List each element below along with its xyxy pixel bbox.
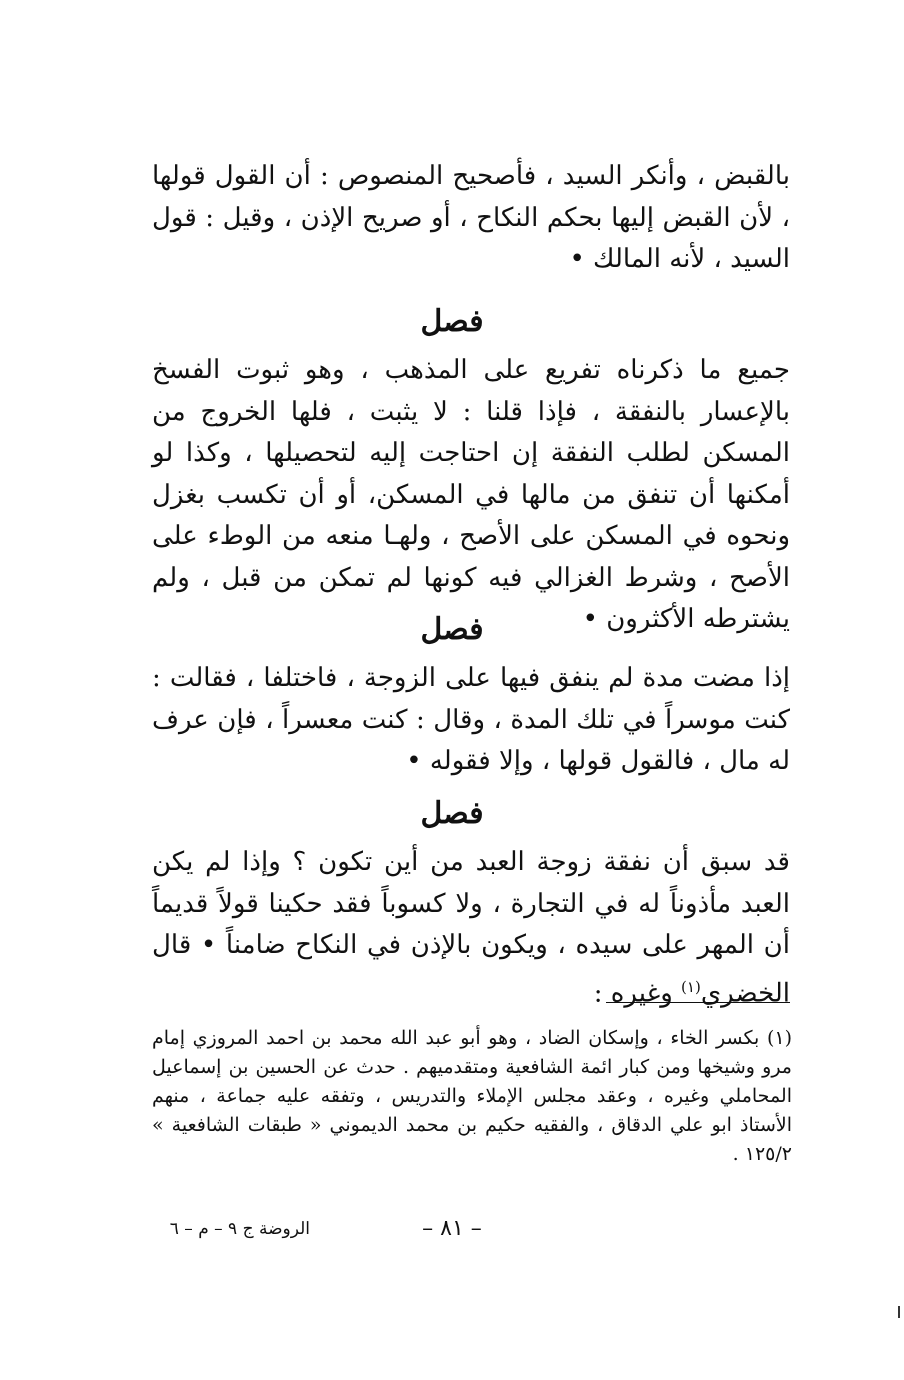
section-heading: فصل [420, 304, 484, 339]
paragraph [152, 350, 790, 641]
footnote-reference: (١) [681, 977, 701, 996]
paragraph-continued [152, 156, 790, 281]
footnote [152, 1024, 792, 1169]
footnote-separator [606, 1002, 790, 1003]
section-heading: فصل [420, 612, 484, 647]
scan-edge-mark [898, 1306, 900, 1318]
section-heading: فصل [420, 796, 484, 831]
paragraph-text: قد سبق أن نفقة زوجة العبد من أين تكون ؟ وإذا لم يكن العبد مأذوناً له في التجارة ، ولا كسوباً فقد حكينا قولاً قديماً أن المهر على سيده ، ويكون بالإذن في النكاح ضامناً • قال الخضري [152, 847, 790, 1009]
paragraph-text: جميع ما ذكرناه تفريع على المذهب ، وهو ثبوت الفسخ بالإعسار بالنفقة ، فإذا قلنا : لا يثبت ، فلها الخروج من المسكن لطلب النفقة إن احتاجت إليه لتحصيلها ، وكذا لو أمكنها أن تنفق من مالها في المسكن، أو أن تكسب بغزل ونحوه في المسكن على الأصح ، ولهـا منعه من الوطء على الأصح ، وشرط الغزالي فيه كونها لم تمكن من قبل ، ولم يشترطه الأكثرون • [152, 355, 790, 634]
page-number: – ٨١ – [422, 1216, 482, 1241]
paragraph [152, 658, 790, 783]
running-footer: الروضة ج ٩ – م – ٦ [169, 1219, 310, 1239]
paragraph-text: بالقبض ، وأنكر السيد ، فأصحيح المنصوص : أن القول قولها ، لأن القبض إليها بحكم النكاح ، أو صريح الإذن ، وقيل : قول السيد ، لأنه المالك • [152, 161, 790, 274]
paragraph-text: إذا مضت مدة لم ينفق فيها على الزوجة ، فاختلفا ، فقالت : كنت موسراً في تلك المدة ، وقال : كنت معسراً ، فإن عرف له مال ، فالقول قولها ، وإلا فقوله • [152, 663, 790, 776]
footnote-text: (١) بكسر الخاء ، وإسكان الضاد ، وهو أبو عبد الله محمد بن احمد المروزي إمام مرو وشيخها ومن كبار ائمة الشافعية ومتقدميهم . حدث عن الحسين بن إسماعيل المحاملي وغيره ، وعقد مجلس الإملاء والتدريس ، وتفقه عليه جماعة ، منهم الأستاذ ابو علي الدقاق ، والفقيه حكيم بن محمد الديموني « طبقات الشافعية » ١٢٥/٢ . [152, 1027, 793, 1165]
paragraph [152, 842, 790, 1015]
paragraph-text-tail: وغيره : [593, 978, 682, 1009]
